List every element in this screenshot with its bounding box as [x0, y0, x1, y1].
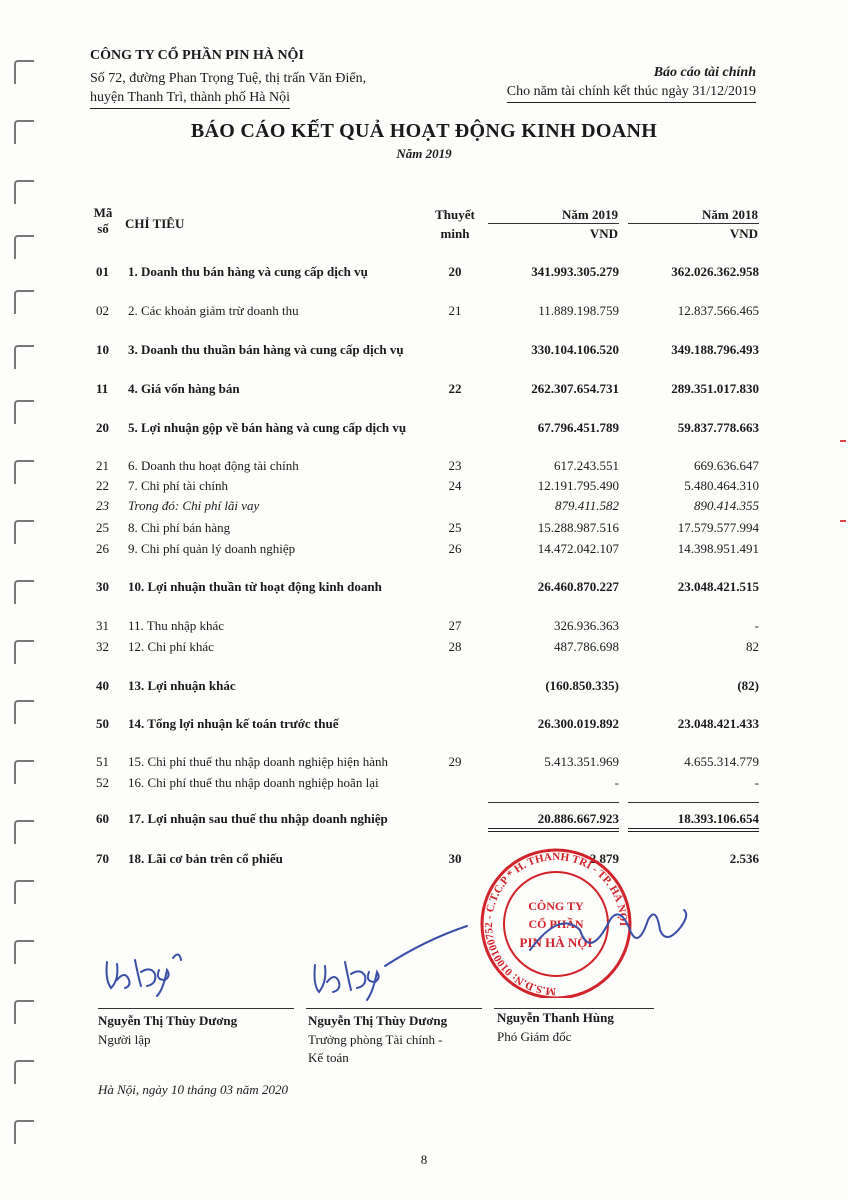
address-line-1: Số 72, đường Phan Trọng Tuệ, thị trấn Văn Điển, — [90, 71, 367, 86]
place-date: Hà Nội, ngày 10 tháng 03 năm 2020 — [98, 1082, 288, 1097]
row-value-2019: 20.886.667.923 — [537, 811, 619, 826]
row-name: 12. Chi phí khác — [128, 639, 214, 654]
row-value-2019: 12.191.795.490 — [537, 478, 619, 493]
page-title: BÁO CÁO KẾT QUẢ HOẠT ĐỘNG KINH DOANH — [190, 120, 658, 142]
row-name: 16. Chi phí thuế thu nhập doanh nghiệp hoãn lại — [128, 775, 379, 790]
signer-2-role — [308, 1031, 443, 1067]
signature-line-2 — [306, 1008, 482, 1009]
report-header — [507, 63, 756, 103]
row-value-2018: 59.837.778.663 — [677, 420, 759, 435]
row-note: 24 — [448, 478, 462, 493]
page-number: 8 — [420, 1152, 428, 1167]
table-row — [0, 497, 848, 515]
col-2018-header — [628, 205, 758, 243]
page-subtitle: Năm 2019 — [396, 146, 452, 161]
table-row — [0, 477, 848, 495]
row-note: 22 — [448, 381, 462, 396]
signer-2-name: Nguyễn Thị Thùy Dương — [308, 1013, 448, 1028]
row-code: 30 — [96, 579, 109, 594]
table-row — [0, 753, 848, 771]
row-name: 10. Lợi nhuận thuần từ hoạt động kinh doanh — [128, 579, 382, 594]
row-note: 29 — [448, 754, 462, 769]
row-code: 40 — [96, 678, 109, 693]
row-value-2019: 14.472.042.107 — [537, 541, 619, 556]
row-name: 17. Lợi nhuận sau thuế thu nhập doanh nghiệp — [128, 811, 388, 826]
row-code: 25 — [96, 520, 109, 535]
row-code: 31 — [96, 618, 109, 633]
col-item-header: CHỈ TIÊU — [125, 216, 185, 231]
row-value-2018: 289.351.017.830 — [671, 381, 759, 396]
row-value-2019: 879.411.582 — [554, 498, 619, 513]
table-row — [0, 457, 848, 475]
row-value-2018: 17.579.577.994 — [677, 520, 759, 535]
edge-mark — [840, 440, 846, 442]
row-code: 21 — [96, 458, 109, 473]
signer-1-role-line1: Người lập — [98, 1032, 151, 1047]
table-row — [0, 419, 848, 437]
table-row — [0, 850, 848, 868]
col-code-header — [88, 205, 118, 237]
row-name: 18. Lãi cơ bản trên cổ phiếu — [128, 851, 283, 866]
row-name: 9. Chi phí quản lý doanh nghiệp — [128, 541, 296, 556]
table-row — [0, 540, 848, 558]
col-note-line1: Thuyết — [435, 207, 475, 222]
company-name: CÔNG TY CỔ PHẦN PIN HÀ NỘI — [90, 48, 304, 63]
table-row — [0, 578, 848, 596]
row-code: 70 — [96, 851, 109, 866]
row-value-2019: 330.104.106.520 — [531, 342, 619, 357]
row-value-2019: 26.460.870.227 — [537, 579, 619, 594]
row-name: 13. Lợi nhuận khác — [128, 678, 236, 693]
report-period: Cho năm tài chính kết thúc ngày 31/12/2019 — [507, 82, 756, 103]
row-code: 32 — [96, 639, 109, 654]
signer-2-role-line2: Kế toán — [308, 1050, 349, 1065]
row-value-2018: 349.188.796.493 — [671, 342, 759, 357]
row-code: 52 — [96, 775, 109, 790]
stamp-ring-text: M.S.D.N: 0100100752 - C.T.C.P * H. THANH TRÌ - TP. HÀ NỘI — [483, 850, 630, 998]
row-value-2019: 617.243.551 — [554, 458, 619, 473]
stamp-line-2: CỔ PHẦN — [528, 917, 584, 931]
row-note: 25 — [448, 520, 462, 535]
row-name: 11. Thu nhập khác — [128, 618, 225, 633]
row-name: 8. Chi phí bán hàng — [128, 520, 231, 535]
col-code-line2: số — [97, 221, 109, 236]
row-note: 21 — [448, 303, 462, 318]
row-value-2018: 23.048.421.515 — [677, 579, 759, 594]
row-value-2019: 11.889.198.759 — [538, 303, 619, 318]
row-name: 2. Các khoản giảm trừ doanh thu — [128, 303, 299, 318]
signature-line-1 — [98, 1008, 294, 1009]
row-code: 02 — [96, 303, 109, 318]
row-value-2018: 82 — [746, 639, 759, 654]
row-value-2018: 4.655.314.779 — [684, 754, 759, 769]
stamp-line-1: CÔNG TY — [528, 899, 584, 913]
table-row — [0, 677, 848, 695]
binder-mark — [14, 940, 34, 964]
signature-3 — [520, 900, 700, 970]
col-2018-rule — [628, 223, 759, 224]
row-note: 27 — [448, 618, 462, 633]
row-code: 22 — [96, 478, 109, 493]
binder-mark — [14, 235, 34, 259]
row-code: 60 — [96, 811, 109, 826]
signer-1-name: Nguyễn Thị Thùy Dương — [98, 1013, 238, 1028]
row-value-2019: 26.300.019.892 — [537, 716, 619, 731]
signature-1 — [95, 940, 225, 1000]
stamp-line-3: PIN HÀ NỘI — [519, 935, 593, 950]
table-row — [0, 380, 848, 398]
table-row — [0, 810, 848, 828]
row-value-2018: 2.536 — [729, 851, 759, 866]
binder-mark — [14, 60, 34, 84]
signer-2-role-line1: Trưởng phòng Tài chính - — [308, 1032, 443, 1047]
row-value-2019: 487.786.698 — [554, 639, 619, 654]
row-value-2019: 2.879 — [589, 851, 619, 866]
total-rule-2019 — [488, 802, 619, 803]
row-note: 30 — [448, 851, 462, 866]
double-rule-2018 — [628, 828, 759, 832]
row-value-2019: - — [614, 775, 619, 790]
signer-3-role — [497, 1028, 571, 1046]
row-value-2018: 890.414.355 — [694, 498, 759, 513]
row-name: 15. Chi phí thuế thu nhập doanh nghiệp hiện hành — [128, 754, 388, 769]
row-code: 51 — [96, 754, 109, 769]
col-2019-header — [488, 205, 618, 243]
row-value-2018: 12.837.566.465 — [677, 303, 759, 318]
row-note: 26 — [448, 541, 462, 556]
row-name: 6. Doanh thu hoạt động tài chính — [128, 458, 299, 473]
binder-mark — [14, 180, 34, 204]
table-row — [0, 638, 848, 656]
row-note: 28 — [448, 639, 462, 654]
row-name: Trong đó: Chi phí lãi vay — [128, 498, 260, 513]
row-value-2019: 326.936.363 — [554, 618, 619, 633]
row-code: 10 — [96, 342, 109, 357]
row-value-2018: 18.393.106.654 — [677, 811, 759, 826]
table-row — [0, 774, 848, 792]
row-value-2019: 341.993.305.279 — [531, 264, 619, 279]
row-code: 26 — [96, 541, 109, 556]
company-header — [90, 46, 366, 109]
row-value-2018: 362.026.362.958 — [671, 264, 759, 279]
row-name: 1. Doanh thu bán hàng và cung cấp dịch vụ — [128, 264, 368, 279]
col-code-line1: Mã — [93, 205, 113, 220]
signer-3-role-line1: Phó Giám đốc — [497, 1029, 572, 1044]
col-2019-currency: VND — [589, 226, 618, 241]
row-value-2018: 5.480.464.310 — [684, 478, 759, 493]
signer-1-role — [98, 1031, 151, 1049]
row-note: 20 — [448, 264, 462, 279]
row-code: 20 — [96, 420, 109, 435]
row-value-2019: 5.413.351.969 — [544, 754, 619, 769]
address-line-2: huyện Thanh Trì, thành phố Hà Nội — [90, 88, 290, 109]
row-value-2018: (82) — [737, 678, 759, 693]
table-row — [0, 519, 848, 537]
binder-mark — [14, 1000, 34, 1024]
signer-3-name: Nguyễn Thanh Hùng — [497, 1010, 614, 1025]
row-value-2019: 67.796.451.789 — [537, 420, 619, 435]
col-2019-rule — [488, 223, 619, 224]
row-value-2018: 14.398.951.491 — [677, 541, 759, 556]
row-value-2018: - — [754, 618, 759, 633]
row-value-2019: 262.307.654.731 — [531, 381, 619, 396]
col-2018-year: Năm 2018 — [702, 207, 758, 222]
table-row — [0, 715, 848, 733]
table-row — [0, 617, 848, 635]
report-type: Báo cáo tài chính — [653, 65, 756, 80]
table-row — [0, 302, 848, 320]
col-2019-year: Năm 2019 — [562, 207, 618, 222]
col-note-header — [425, 205, 485, 243]
binder-mark — [14, 880, 34, 904]
row-value-2019: 15.288.987.516 — [537, 520, 619, 535]
double-rule-2019 — [488, 828, 619, 832]
row-name: 14. Tổng lợi nhuận kế toán trước thuế — [128, 716, 339, 731]
signature-2 — [305, 920, 475, 1005]
row-code: 23 — [96, 498, 109, 513]
row-name: 3. Doanh thu thuần bán hàng và cung cấp dịch vụ — [128, 342, 404, 357]
row-value-2018: - — [754, 775, 759, 790]
row-value-2018: 669.636.647 — [694, 458, 759, 473]
col-note-line2: minh — [440, 226, 470, 241]
row-name: 7. Chi phí tài chính — [128, 478, 229, 493]
row-note: 23 — [448, 458, 462, 473]
row-value-2018: 23.048.421.433 — [677, 716, 759, 731]
row-name: 5. Lợi nhuận gộp về bán hàng và cung cấp dịch vụ — [128, 420, 407, 435]
signature-line-3 — [494, 1008, 654, 1009]
row-code: 01 — [96, 264, 109, 279]
col-2018-currency: VND — [729, 226, 758, 241]
row-code: 11 — [96, 381, 109, 396]
table-row — [0, 341, 848, 359]
row-name: 4. Giá vốn hàng bán — [128, 381, 240, 396]
binder-mark — [14, 1060, 34, 1084]
total-rule-2018 — [628, 802, 759, 803]
table-row — [0, 263, 848, 281]
row-value-2019: (160.850.335) — [545, 678, 619, 693]
binder-mark — [14, 1120, 34, 1144]
row-code: 50 — [96, 716, 109, 731]
